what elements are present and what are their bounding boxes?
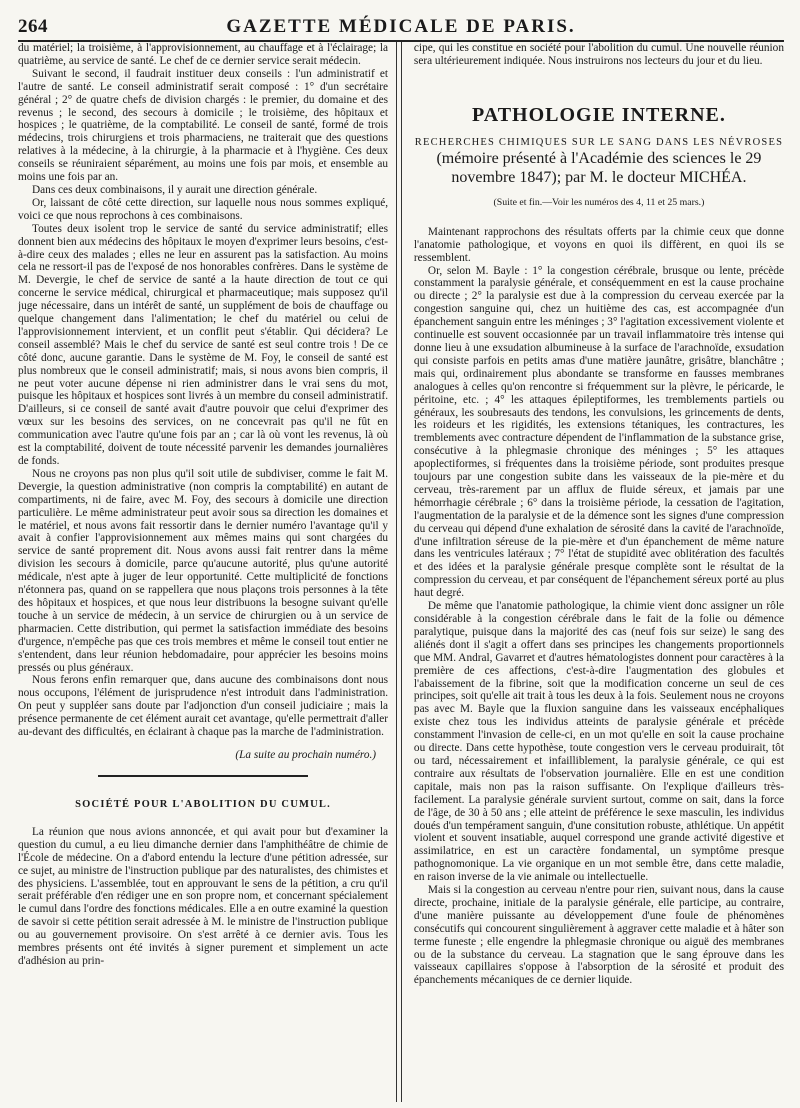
paragraph: De même que l'anatomie pathologique, la chimie vient donc assigner un rôle considérable à la congestion cérébrale dans le fait de la folie ou démence paralytique, puisque dans la majorité des cas (neuf fois sur seize) le sang des aliénés dont il s'agit a offert dans ses principes les changements proportionnels que MM. Andral, Gavarret et d'autres hématologistes donnent pour caractères à la première de ces affections, c'est-à-dire l'augmentation des globules et l'abaissement de la fibrine, soit que la modification concerne un seul de ces principes, soit qu'elle ait trait à tous les deux à la fois. Seulement nous ne croyons pas avec M. Bayle que la fluxion sanguine dans les vaisseaux encéphaliques existe chez tous les individus atteints de paralysie générale et précède constamment l'invasion de celle-ci, en un mot qu'elle en soit la cause prochaine ou directe. Dans cette hypothèse, toute congestion vers le cerveau produirait, tôt ou tard, nécessairement et infailliblement, la paralysie générale, ce qui est contraire aux résultats de l'observation journalière. Elle en est une condition capitale, mais non pas la raison suffisante. On l'explique d'ailleurs très-facilement. La paralysie générale survient surtout, comme on sait, dans la force de l'âge, de 30 à 50 ans ; elle atteint de préférence le sexe masculin, les individus doués d'un tempérament sanguin, d'une consitution robuste, athlétique. Un appétit violent et souvent insatiable, auquel correspond une grande activité digestive et assimilatrice, en est un caractère fondamental, un symptôme presque pathognomonique. La vie organique en un mot semble être, dans cette maladie, en raison inverse de la vie animale ou intellectuelle. (413, 600, 784, 884)
paragraph: Suivant le second, il faudrait instituer deux conseils : l'un administratif et l'autre de santé. Le conseil administratif serait composé : 1° d'un secrétaire général ; 2° de quatre chefs de division chargés : le premier, du domaine et des revenus ; le second, des secours à domicile ; le troisième, des hôpitaux et hospices ; le quatrième, de la comptabilité. Le conseil de santé, formé de trois médecins, trois chirurgiens et trois pharmaciens, ne traiterait que des questions relatives à la médecine, à la chirurgie, à la pharmacie et à l'hygiène. Ces deux conseils se réuniraient séparément, au moins une fois par mois, et ensemble au moins une fois par an. (18, 67, 389, 184)
page-header (18, 6, 784, 42)
paragraph: du matériel; la troisième, à l'approvisionnement, au chauffage et à l'éclairage; la quatrième, au service de santé. Le chef de ce dernier service serait médecin. (18, 42, 389, 67)
paragraph: Or, selon M. Bayle : 1° la congestion cérébrale, brusque ou lente, précède constamment la paralysie générale, et conséquemment en est la cause prochaine ou directe ; 2° la paralysie est due à la compression du cerveau exercée par la congestion sanguine qui, chez un huitième des cas, est accompagnée d'un épanchement sanguin entre les méninges ; 3° l'agitation excessivement violente et continuelle est souvent occasionnée par un travail inflammatoire très intense qui donne lieu à une exsudation albumineuse à la surface de l'arachnoïde, exsudation qui consiste parfois en petits amas d'une matière jaunâtre, grisâtre, blanchâtre ; mais qui, ordinairement plus abondante se transforme en fausses membranes analogues à celles qu'on rencontre si fréquemment sur la plèvre, le péricarde, le péritoine, etc. ; 4° les attaques épileptiformes, les tremblements partiels ou généraux, les soubresauts des tendons, les convulsions, les grincements de dents, les roideurs et les rigidités, les extensions tétaniques, les contractures, les tremblements avec contracture dépendent de l'inflammation de la substance grise, consécutive à la phlegmasie chronique des méninges ; 5° les attaques apoplectiformes, si fréquentes dans la troisième période, sont produites presque toujours par une congestion subite dans les vaisseaux de la pie-mère et du cerveau, très-rarement par un afflux de fluide séreux, et jamais par une hémorrhagie cérébrale ; 6° dans la troisième période, la cessation de l'agitation, l'augmentation de la paralysie et de la démence sont les signes d'une compression du cerveau qui dépend d'une exhalation de sérosité dans la cavité de l'arachnoïde, d'une infiltration séreuse de la pie-mère et d'un épanchement de même nature dans les ventricules latéraux ; 7° l'état de stupidité avec oblitération des facultés et des idées et la paralysie générale presque complète sont le résultat de la compression du cerveau, et par conséquent de l'épanchement séreux porté au plus haut degré. (413, 264, 784, 600)
paragraph: Dans ces deux combinaisons, il y aurait une direction générale. (32, 183, 318, 196)
paragraph: Or, laissant de côté cette direction, sur laquelle nous nous sommes expliqué, voici ce que nous reprochons à ces combinaisons. (18, 196, 389, 222)
page-title: GAZETTE MÉDICALE DE PARIS. (226, 16, 576, 37)
article-note: (Suite et fin.—Voir les numéros des 4, 11 et 25 mars.) (493, 196, 705, 208)
right-column (404, 42, 784, 1102)
section-title: PATHOLOGIE INTERNE. (472, 103, 726, 126)
paragraph: Toutes deux isolent trop le service de santé du service administratif; elles donnent bien aux médecins des hôpitaux le moyen d'exprimer leurs besoins, c'est-à-dire ceux des malades ; elles ne leur en assurent pas la satisfaction. Au moins cela ne ressort-il pas de l'exposé de nos honorables confrères. Dans le système de M. Devergie, le chef de service de santé a la haute direction de tout ce qui concerne le service médical, chirurgical et pharmaceutique; mais supposez qu'il juge nécessaire, dans un intérêt de santé, un supplément de bois de chauffage ou quelque changement dans l'alimentation; le chef du matériel ou celui de l'approvisionnement intervient, et un conflit peut s'établir. Qui décidera? Le conseil assemblé? Mais le chef du service de santé est seul contre trois ! De ce côté donc, aucune garantie. Dans le système de M. Foy, le conseil de santé est plus nombreux que le conseil administratif; mais, si nous avons bien compris, il ne peut voter aucune dépense ni rien administrer dans le vrai sens du mot, puisque les hôpitaux et hospices sont livrés à un membre du conseil administratif. D'ailleurs, si ce conseil de santé avait d'autre pouvoir que celui d'exprimer des vœux sur les besoins des services, on ne concevrait pas qu'il ne fût en communication avec l'autre qu'une fois par an ; car là où vont les revenus, là où est la comptabilité, doivent de toute nécessité parvenir les demandes journalières de fonds. (18, 222, 389, 467)
section-divider (98, 775, 308, 777)
column-divider (396, 42, 402, 1102)
paragraph: Nous ne croyons pas non plus qu'il soit utile de subdiviser, comme le fait M. Devergie, la question administrative (non compris la comptabilité) en autant de compartiments, ni de faire, avec M. Foy, des secours à domicile une direction particulière. Le même administrateur peut avoir sous sa direction les domaines et le matériel, et nous avons fait ressortir dans le dernier numéro l'avantage qu'il y avait à confier l'approvisionnement aux mêmes mains qui sont chargées du service de santé proprement dit. Nous avons aussi fait rentrer dans la même division les secours à domicile, parce qu'aucune autorité, plus qu'une autorité médicale, n'est apte à juger de leur opportunité. Cette multiplicité de fonctions n'étonnera pas, quand on se rappellera que nous plaçons trois personnes à la tête des hôpitaux et hospices, et que nous leur distribuons la besogne suivant qu'elle touche à un service de médecin, à un service de chirurgien ou à un service de pharmacien. Cette distribution, qui permet la satisfaction immédiate des besoins d'urgence, n'empêche pas que ces trois membres et même le conseil tout entier ne s'entendent, dans leur réunion hebdomadaire, pour apprécier les besoins moins pressés ou plus généraux. (18, 467, 389, 674)
paragraph: Nous ferons enfin remarquer que, dans aucune des combinaisons dont nous nous occupons, l'élément de jurisprudence n'est introduit dans l'administration. On peut y suppléer sans doute par l'adjonction d'un conseil judiciaire ; mais la présence permanente de cet élément aurait cet avantage, qu'elle permettrait d'aller au-devant des difficultés, en éclairant à chaque pas la marche de l'administration. (18, 674, 389, 739)
article-columns (18, 42, 784, 1102)
page-number: 264 (18, 16, 48, 37)
paragraph: cipe, qui les constitue en société pour l'abolition du cumul. Une nouvelle réunion sera ultérieurement indiquée. Nous instruirons nos lecteurs du jour et du lieu. (413, 42, 784, 67)
article-subtitle: (mémoire présenté à l'Académie des sciences le 29 novembre 1847); par M. le docteur MICHÉA. (436, 149, 762, 186)
section-title: SOCIÉTÉ POUR L'ABOLITION DU CUMUL. (75, 798, 331, 810)
paragraph: Maintenant rapprochons des résultats offerts par la chimie ceux que donne l'anatomie pathologique, et voyons en quoi ils diffèrent, en quoi ils se ressemblent. (413, 225, 784, 264)
paragraph: Mais si la congestion au cerveau n'entre pour rien, suivant nous, dans la cause directe, prochaine, initiale de la paralysie générale, elle participe, au contraire, d'une manière puissante au développement d'une foule de phénomènes consécutifs qui concourent singulièrement à aggraver cette maladie et à hâter son terme funeste ; elle engendre la phlegmasie chronique ou aiguë des membranes ou de la substance du cerveau. La stagnation que le sang éprouve dans les vaisseaux capillaires s'oppose à l'absorption de la sérosité et produit des épanchements mécaniques de ce dernier liquide. (413, 884, 784, 987)
paragraph: La réunion que nous avions annoncée, et qui avait pour but d'examiner la question du cumul, a eu lieu dimanche dernier dans l'amphithéâtre de chimie de l'École de médecine. On a d'abord entendu la lecture d'une pétition adressée, sur ce sujet, au ministre de l'instruction publique par des naturalistes, des chimistes et des physiciens. L'assemblée, tout en approuvant le sens de la pétition, a cru qu'il serait préférable d'en rédiger une en son propre nom, et concernant spécialement le cumul dans l'ordre des fonctions médicales. Elle a en outre examiné la question de savoir si cette pétition serait adressée à M. le ministre de l'instruction publique ou au gouvernement provisoire. On s'est arrêté à ce dernier avis. Tous les membres présents ont été invités à signer purement et simplement un acte d'adhésion au prin- (18, 825, 389, 967)
left-column (18, 42, 394, 1102)
continued-note: (La suite au prochain numéro.) (235, 748, 377, 761)
article-title: RECHERCHES CHIMIQUES SUR LE SANG DANS LES NÉVROSES (414, 136, 784, 148)
